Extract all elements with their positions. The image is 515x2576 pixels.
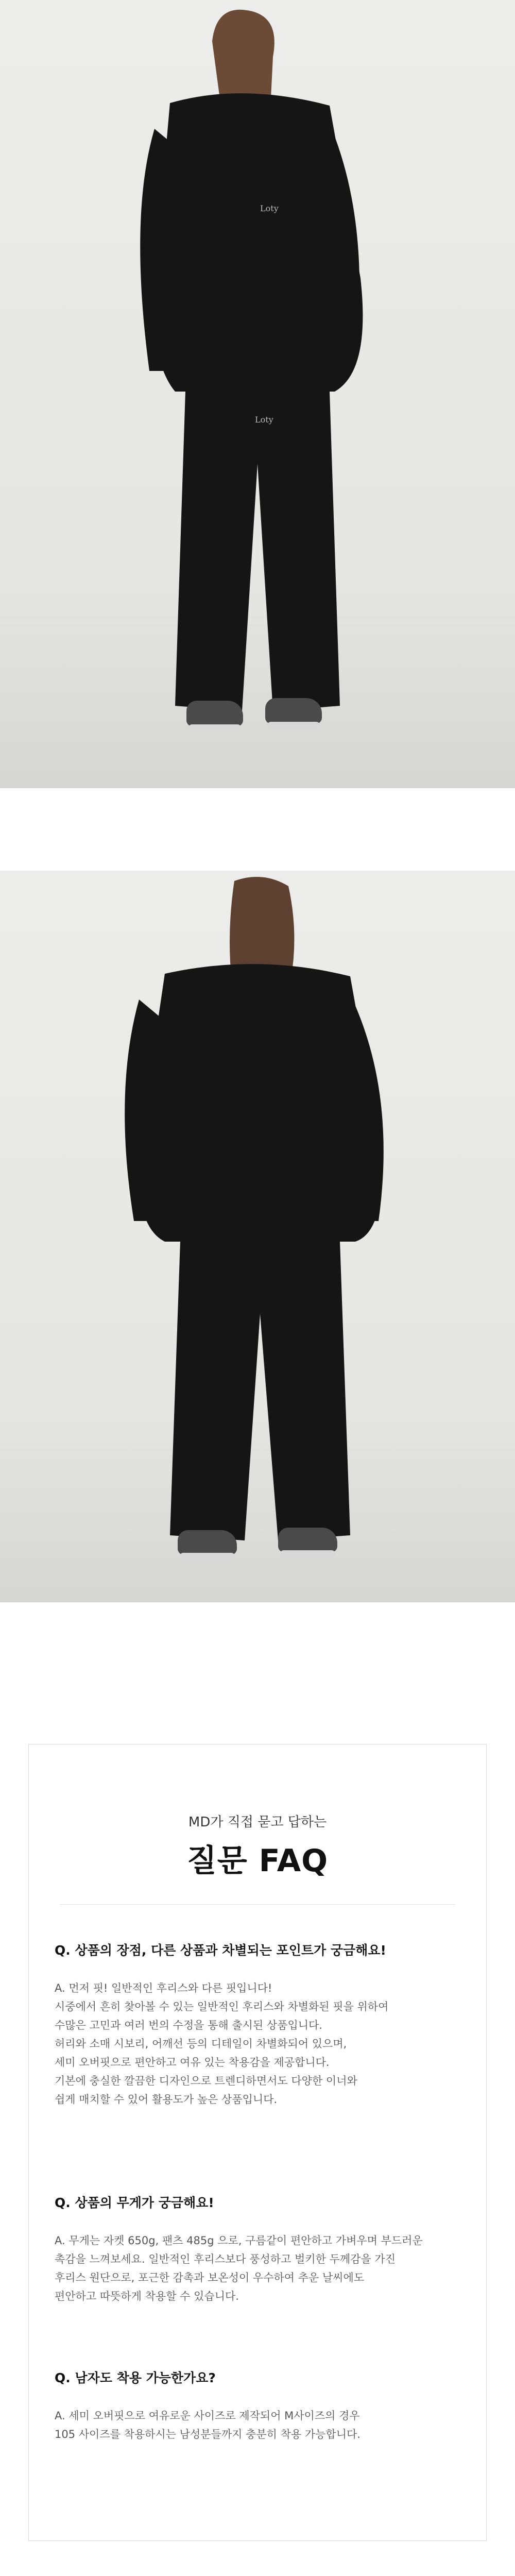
faq-section [28, 1744, 487, 2541]
faq-question-3: Q. 남자도 착용 가능한가요? [55, 2370, 216, 2385]
answer-line: 후리스 원단으로, 포근한 감촉과 보온성이 우수하여 추운 날씨에도 [55, 2272, 365, 2284]
answer-line: 편안하고 따뜻하게 착용할 수 있습니다. [55, 2290, 239, 2302]
faq-answer-1 [55, 1979, 456, 2109]
shoe-right [278, 1528, 337, 1552]
model-front-figure [0, 0, 515, 788]
shoe-left [178, 1530, 237, 1555]
faq-question-1: Q. 상품의 장점, 다른 상품과 차별되는 포인트가 궁금해요! [55, 1943, 386, 1958]
model-back-figure [0, 871, 515, 1602]
answer-line: A. 먼저 핏! 일반적인 후리스와 다른 핏입니다! [55, 1982, 272, 1994]
model-photo-back [0, 871, 515, 1602]
answer-line: 허리와 소매 시보리, 어깨선 등의 디테일이 차별화되어 있으며, [55, 2038, 347, 2050]
answer-line: A. 무게는 자켓 650g, 팬츠 485g 으로, 구름같이 편안하고 가벼우며 부드러운 [55, 2234, 423, 2247]
answer-line: 세미 오버핏으로 편안하고 여유 있는 착용감을 제공합니다. [55, 2056, 330, 2069]
faq-title: 질문 FAQ [186, 1843, 329, 1879]
answer-line: 수많은 고민과 여러 번의 수정을 통해 출시된 상품입니다. [55, 2019, 322, 2031]
answer-line: 촉감을 느껴보세요. 일반적인 후리스보다 풍성하고 벌키한 두께감을 가진 [55, 2253, 396, 2265]
answer-line: 기본에 충실한 깔끔한 디자인으로 트렌디하면서도 다양한 이너와 [55, 2075, 357, 2087]
faq-question-2: Q. 상품의 무게가 궁금해요! [55, 2195, 214, 2210]
faq-answer-3 [55, 2406, 456, 2444]
answer-line: 쉽게 매치할 수 있어 활용도가 높은 상품입니다. [55, 2093, 278, 2106]
shoe-left [186, 701, 243, 726]
faq-answer-2 [55, 2231, 456, 2306]
pants-logo: Loty [255, 415, 273, 425]
faq-divider [60, 1904, 455, 1905]
jacket-logo: Loty [260, 204, 279, 213]
answer-line: A. 세미 오버핏으로 여유로운 사이즈로 제작되어 M사이즈의 경우 [55, 2410, 360, 2422]
shoe-right [265, 698, 322, 724]
answer-line: 시중에서 흔히 찾아볼 수 있는 일반적인 후리스와 차별화된 핏을 위하여 [55, 2001, 389, 2013]
faq-subtitle: MD가 직접 묻고 답하는 [188, 1815, 327, 1830]
model-photo-front [0, 0, 515, 788]
answer-line: 105 사이즈를 착용하시는 남성분들까지 충분히 착용 가능합니다. [55, 2428, 360, 2441]
